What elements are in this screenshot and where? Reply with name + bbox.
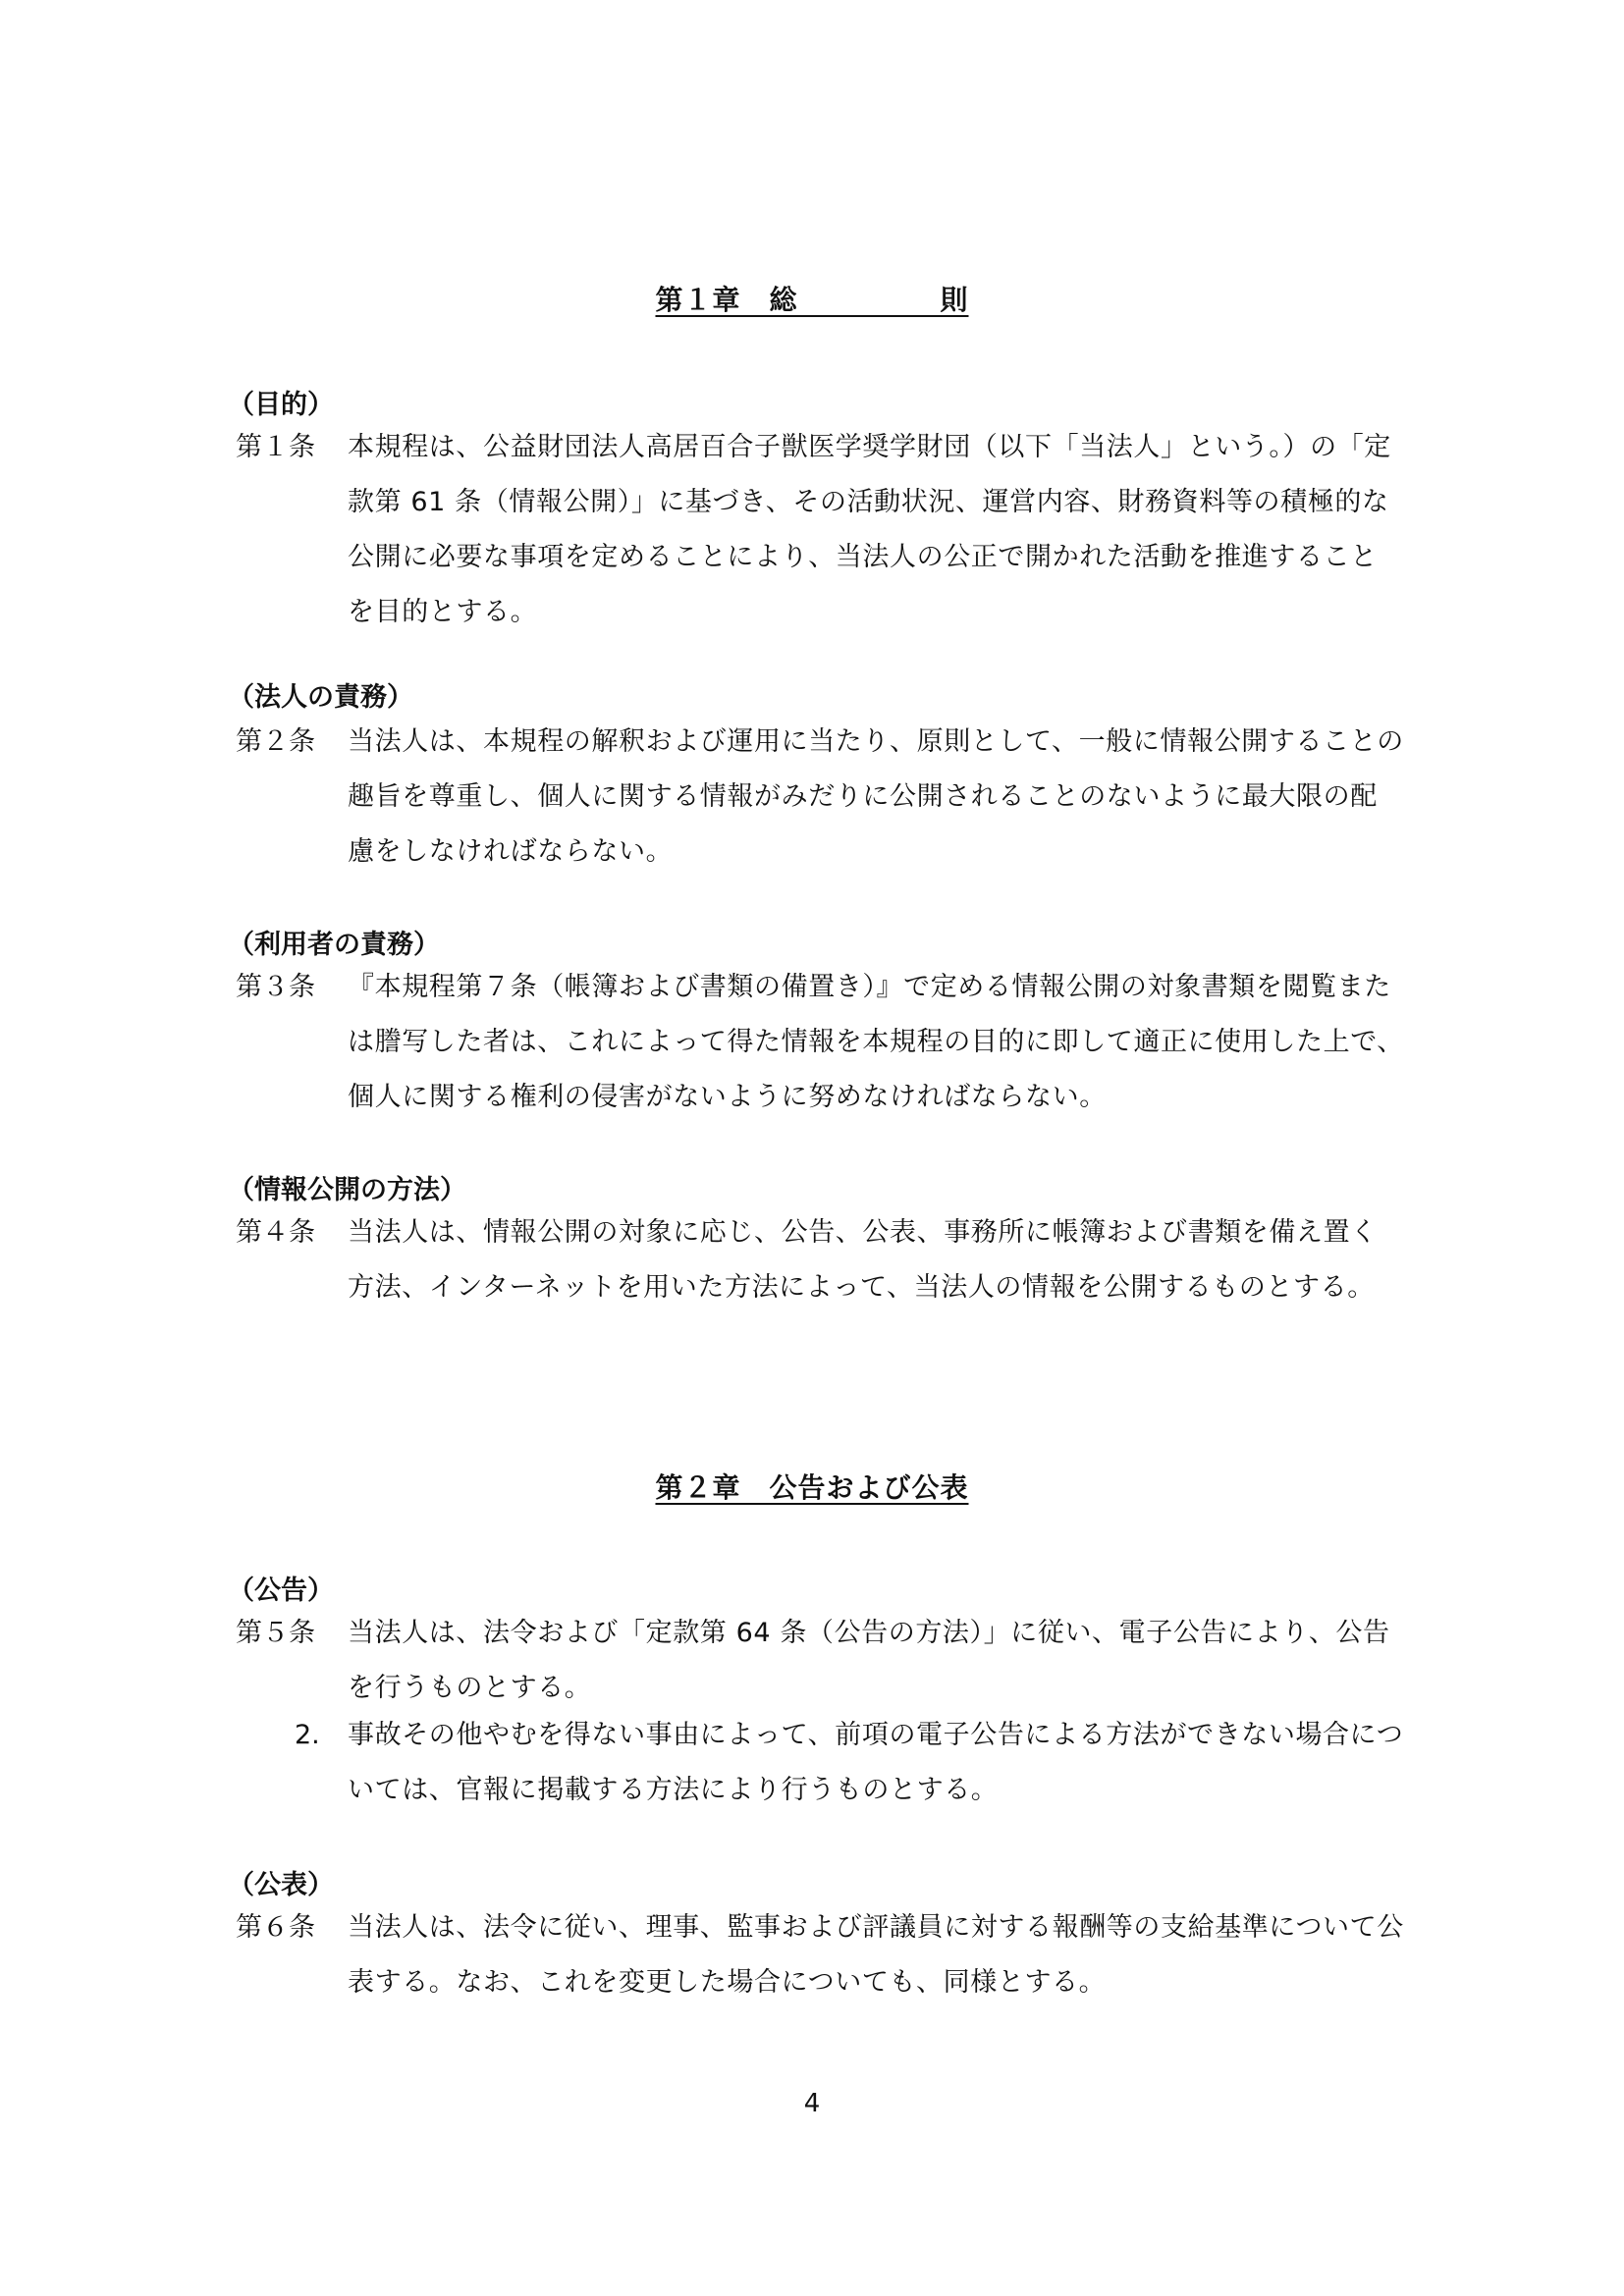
- article-1-label: 第１条: [236, 432, 315, 462]
- article-2-heading: （法人の責務）: [228, 682, 413, 713]
- article-5-label: 第５条: [236, 1618, 315, 1648]
- article-3-heading: （利用者の責務）: [228, 930, 440, 960]
- article-2-label: 第２条: [236, 726, 315, 757]
- chapter-2-title: 第２章 公告および公表: [655, 1471, 969, 1504]
- subitem-number: 2.: [295, 1720, 320, 1750]
- article-2-body: 当法人は、本規程の解釈および運用に当たり、原則として、一般に情報公開することの趣旨を尊重し、個人に関する情報がみだりに公開されることのないように最大限の配慮をしなければならない。: [348, 726, 1404, 867]
- article-1-body: 本規程は、公益財団法人高居百合子獣医学奨学財団（以下「当法人」という。）の「定款第 61 条（情報公開）」に基づき、その活動状況、運営内容、財務資料等の積極的な公開に必要な事項を定めることにより、当法人の公正で開かれた活動を推進することを目的とする。: [348, 432, 1391, 627]
- article-2: [236, 715, 1404, 880]
- article-5-subitem-2: [236, 1708, 1404, 1818]
- article-4-heading: （情報公開の方法）: [228, 1175, 466, 1205]
- article-6-body: 当法人は、法令に従い、理事、監事および評議員に対する報酬等の支給基準について公表する。なお、これを変更した場合についても、同様とする。: [348, 1912, 1404, 1998]
- article-6-heading: （公表）: [228, 1870, 334, 1900]
- subitem-body: 事故その他やむを得ない事由によって、前項の電子公告による方法ができない場合については、官報に掲載する方法により行うものとする。: [348, 1720, 1404, 1805]
- page-number: 4: [803, 2089, 821, 2118]
- article-5-heading: （公告）: [228, 1575, 334, 1606]
- article-5-body: 当法人は、法令および「定款第 64 条（公告の方法）」に従い、電子公告により、公告を行うものとする。: [348, 1618, 1390, 1703]
- article-4-label: 第４条: [236, 1217, 315, 1248]
- article-1: [236, 420, 1404, 640]
- chapter-1-title: 第１章 総 則: [655, 284, 969, 316]
- article-1-heading: （目的）: [228, 390, 334, 420]
- article-5: [236, 1606, 1404, 1716]
- article-6-label: 第６条: [236, 1912, 315, 1943]
- article-3-label: 第３条: [236, 972, 315, 1002]
- article-6: [236, 1900, 1404, 2010]
- article-3-body: 『本規程第７条（帳簿および書類の備置き）』で定める情報公開の対象書類を閲覧または謄写した者は、これによって得た情報を本規程の目的に即して適正に使用した上で、個人に関する権利の侵害がないように努めなければならない。: [348, 972, 1404, 1112]
- article-4: [236, 1205, 1404, 1315]
- article-4-body: 当法人は、情報公開の対象に応じ、公告、公表、事務所に帳簿および書類を備え置く方法、インターネットを用いた方法によって、当法人の情報を公開するものとする。: [348, 1217, 1378, 1303]
- article-3: [236, 960, 1404, 1125]
